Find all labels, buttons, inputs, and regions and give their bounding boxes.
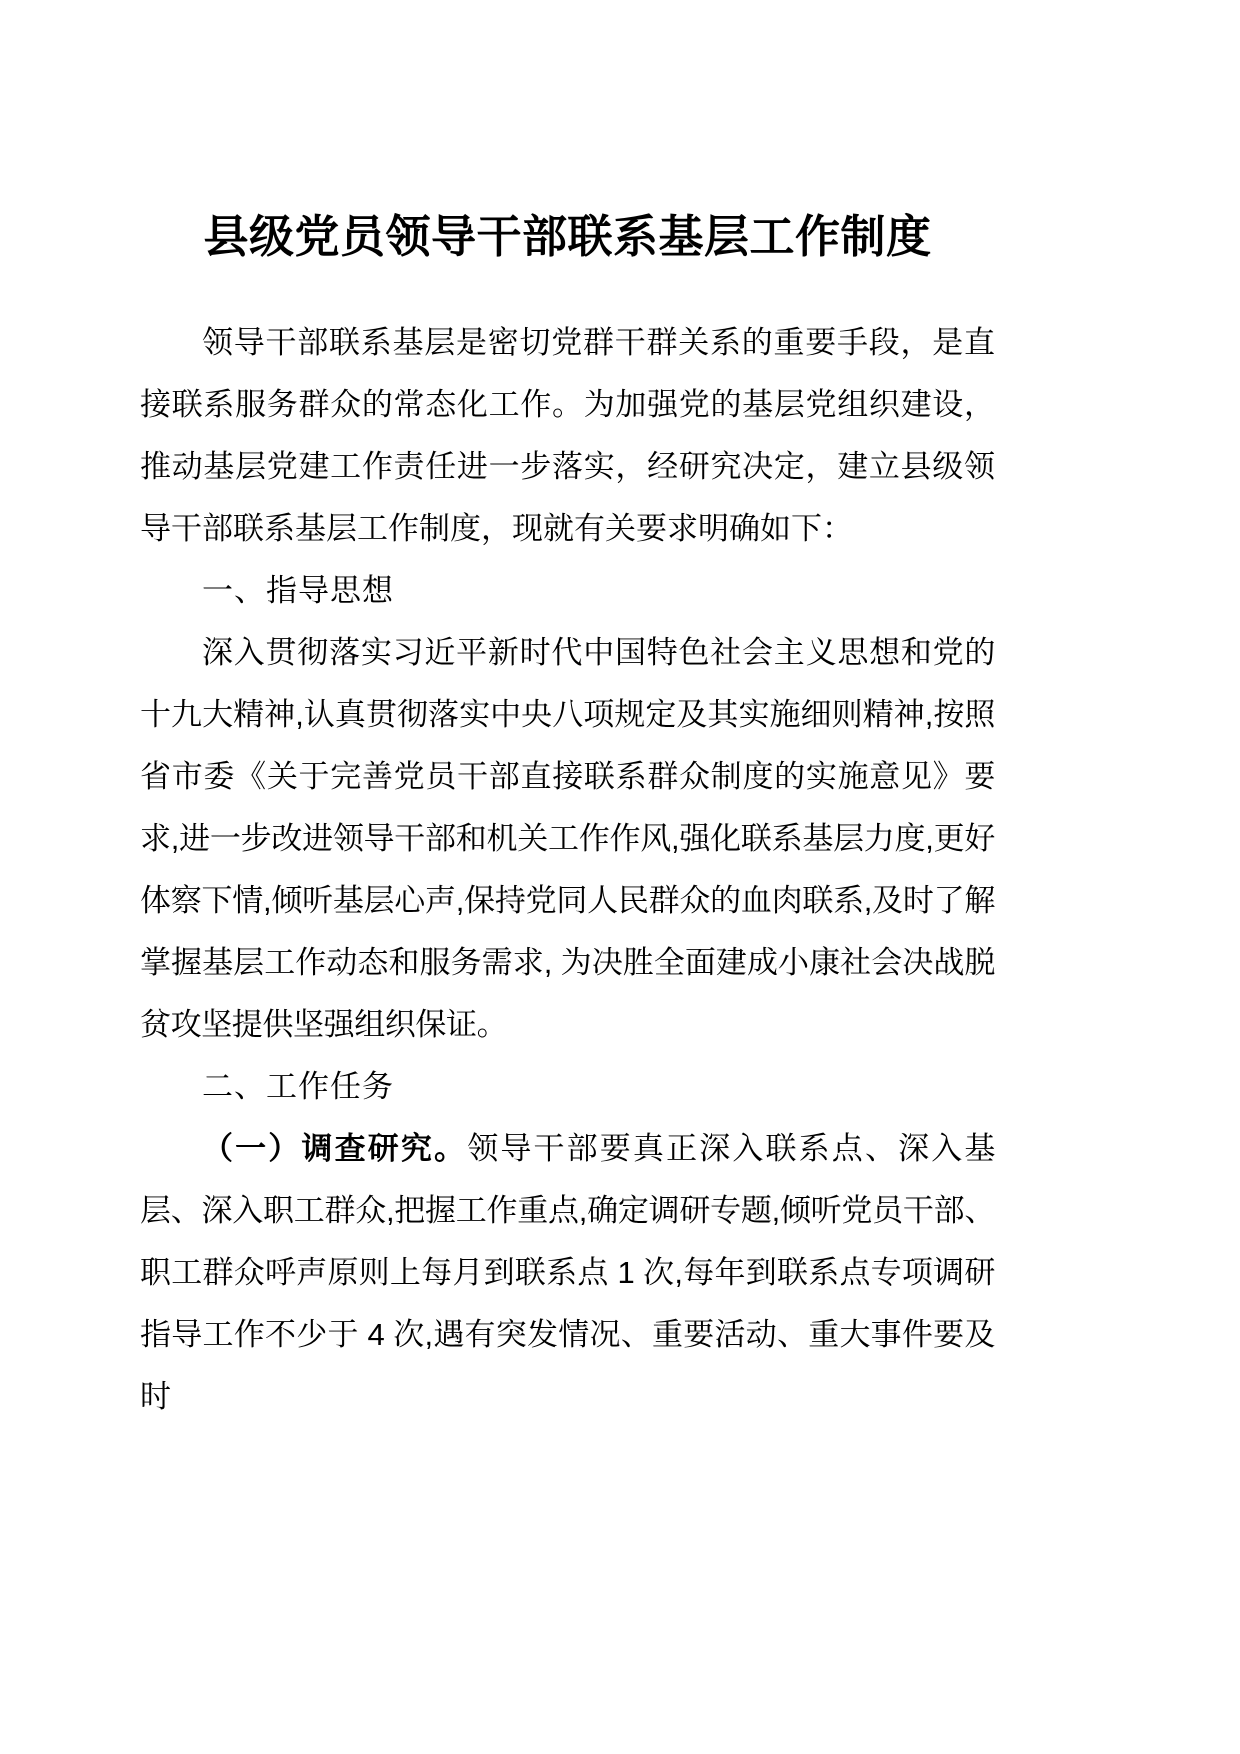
section-heading-guiding-thought: 一、指导思想 xyxy=(202,573,394,608)
item-label-investigation: （一）调查研究。 xyxy=(202,1131,468,1166)
item-body-investigation: 领导干部要真正深入联系点、深入基层、深入职工群众,把握工作重点,确定调研专题,倾听党员干部、职工群众呼声原则上每月到联系点 1 次,每年到联系点专项调研指导工作不少于 4 次,遇有突发情况、重要活动、重大事件要及时 xyxy=(140,1131,995,1414)
paragraph-intro: 领导干部联系基层是密切党群干群关系的重要手段，是直接联系服务群众的常态化工作。为加强党的基层党组织建设，推动基层党建工作责任进一步落实，经研究决定，建立县级领导干部联系基层工作制度，现就有关要求明确如下： xyxy=(140,325,995,546)
document-content xyxy=(140,198,995,1428)
page-title: 县级党员领导干部联系基层工作制度 xyxy=(203,211,932,262)
paragraph-item-investigation xyxy=(140,1118,995,1428)
section-heading-work-tasks: 二、工作任务 xyxy=(202,1069,394,1104)
paragraph-guiding-thought-body: 深入贯彻落实习近平新时代中国特色社会主义思想和党的十九大精神,认真贯彻落实中央八项规定及其实施细则精神,按照省市委《关于完善党员干部直接联系群众制度的实施意见》要求,进一步改进领导干部和机关工作作风,强化联系基层力度,更好体察下情,倾听基层心声,保持党同人民群众的血肉联系,及时了解掌握基层工作动态和服务需求, 为决胜全面建成小康社会决战脱贫攻坚提供坚强组织保证。 xyxy=(140,635,995,1042)
